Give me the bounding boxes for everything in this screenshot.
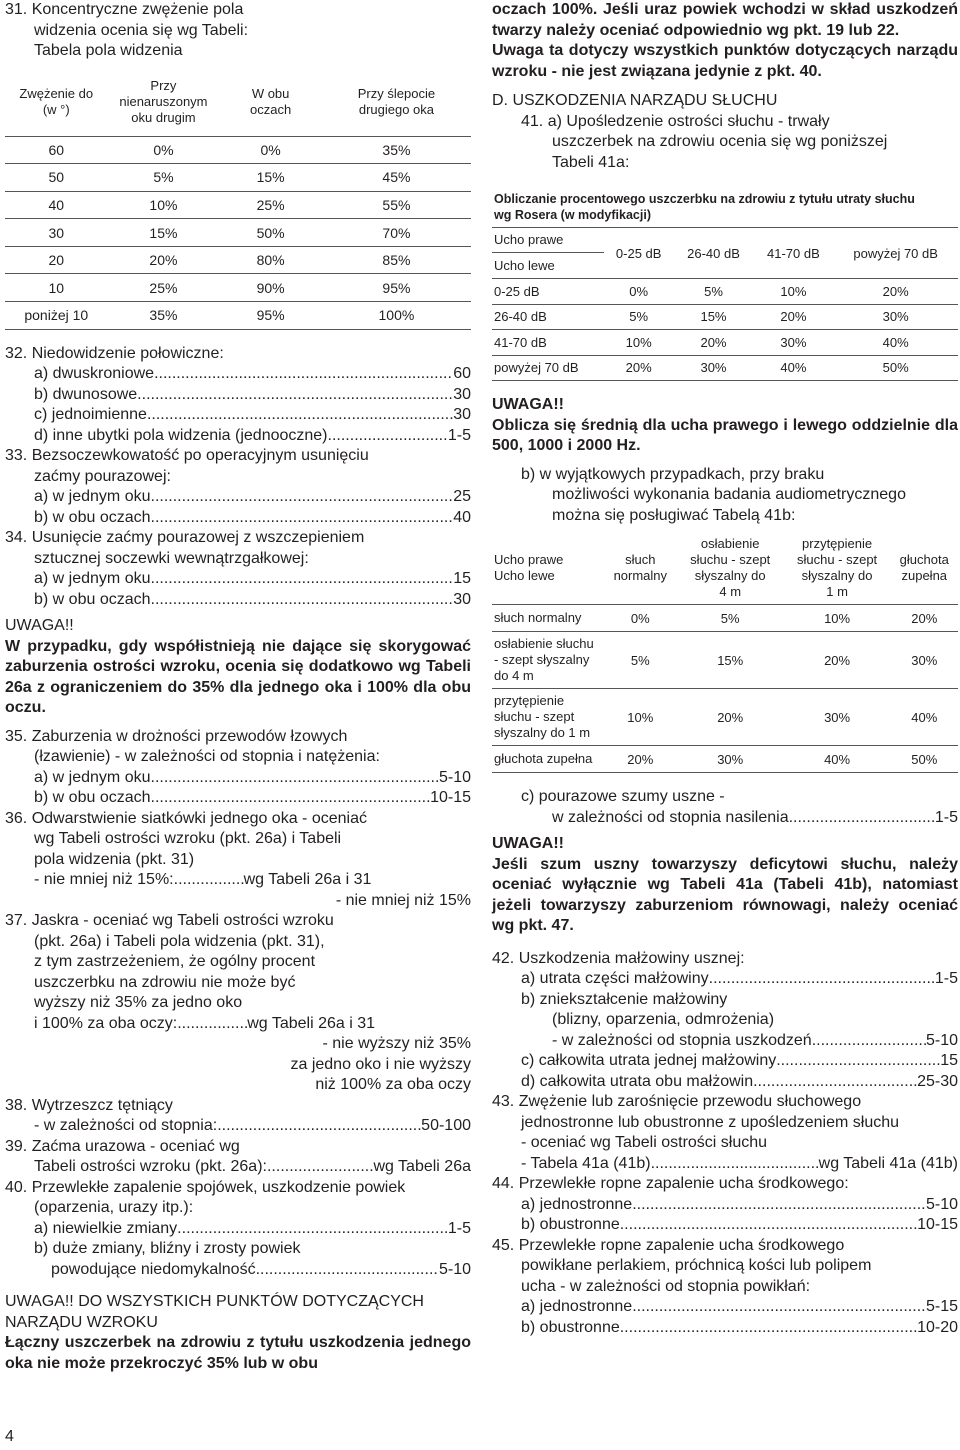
left-column [5, 0, 471, 1374]
table-row: poniżej 10 35% 95% 100% [5, 302, 471, 330]
uwaga-2: UWAGA!! DO WSZYSTKICH PUNKTÓW DOTYCZĄCYCH NARZĄDU WZROKU Łączny uszczerbek na zdrowiu z tytułu uszkodzenia jednego oka nie może przekroczyć 35% lub w obu [5, 1293, 471, 1372]
table-41a: Obliczanie procentowego uszczerbku na zdrowiu z tytułu utraty słuchu wg Rosera (w modyfikacji) Ucho prawe Ucho lewe 0-25 dB 26-40 dB 41-70 dB powyżej 70 dB 0-25 dB 0% 5% 10% 20% 26-40 dB 5% 15% 20% 30% 41-70 dB 10% 20% 30% 40% powyżej 70 dB 20% 30% 40% 50% [492, 187, 958, 381]
table-row: 0-25 dB 0% 5% 10% 20% [492, 279, 958, 305]
uwaga-4: UWAGA!! Jeśli szum uszny towarzyszy deficytowi słuchu, należy oceniać wyłącznie wg Tabeli 41a (Tabeli 41b), natomiast jeżeli towarzyszy zaburzeniom równowagi, należy oceniać wg pkt. 47. [492, 835, 958, 934]
section-d-heading: D. USZKODZENIA NARZĄDU SŁUCHU [492, 92, 778, 109]
item-43: 43. Zwężenie lub zarośnięcie przewodu słuchowego jednostronne lub obustronne z upośledzeniem słuchu - oceniać wg Tabeli ostrości słuchu - Tabela 41a (41b) ..... wg Tabeli 41a (41b) [492, 1092, 958, 1174]
item-36: 36. Odwarstwienie siatkówki jednego oka - oceniać wg Tabeli ostrości wzroku (pkt. 26a) i Tabeli pola widzenia (pkt. 31) - nie mniej niż 15%: ..... wg Tabeli 26a i 31 - nie mniej niż 15% [5, 809, 471, 912]
item-37: 37. Jaskra - oceniać wg Tabeli ostrości wzroku (pkt. 26a) i Tabeli pola widzenia (pkt. 31), z tym zastrzeżeniem, że ogólny procent uszczerbku na zdrowiu nie może być wyższy niż 35% za jedno oko i 100% za oba oczy: ..... wg Tabeli 26a i 31 - nie wyższy niż 35% za jedno oko i nie wyższy niż 100% za oba oczy [5, 911, 471, 1096]
table-row: 26-40 dB 5% 15% 20% 30% [492, 304, 958, 330]
item-38: 38. Wytrzeszcz tętniący - w zależności od stopnia: ..... 50-100 [5, 1096, 471, 1137]
table-row: słuch normalny 0% 5% 10% 20% [492, 605, 958, 632]
table-row: 10 25% 90% 95% [5, 274, 471, 302]
table-row: 40 10% 25% 55% [5, 191, 471, 219]
table-41b: Ucho prawe Ucho lewe słuch normalny osłabienie słuchu - szept słyszalny do 4 m przytępienie słuchu - szept słyszalny do 1 m głuchota zupełna słuch normalny 0% 5% 10% 20% osłabienie słuchu - szept słyszalny do 4 m 5% 15% 20% 30% przytępienie słuchu - szept słyszalny do 1 m 10% 20% 30% 40% głuchota zupełna 20% 30% 40% 50% [492, 532, 958, 773]
item-41a: 41. a) Upośledzenie ostrości słuchu - trwały uszczerbek na zdrowiu ocenia się wg poniższej Tabeli 41a: [521, 112, 888, 171]
uwaga-3: UWAGA!! Oblicza się średnią dla ucha prawego i lewego oddzielnie dla 500, 1000 i 2000 Hz. [492, 396, 958, 454]
table-row: powyżej 70 dB 20% 30% 40% 50% [492, 355, 958, 381]
item-45: 45. Przewlekłe ropne zapalenie ucha środkowego powikłane perlakiem, próchnicą kości lub polipem ucha - w zależności od stopnia powikłań: a) jednostronne ..... 5-15 b) obustronne ..... 10-20 [492, 1236, 958, 1339]
table-row: przytępienie słuchu - szept słyszalny do 1 m 10% 20% 30% 40% [492, 689, 958, 746]
table-row: osłabienie słuchu - szept słyszalny do 4 m 5% 15% 20% 30% [492, 632, 958, 689]
item-44: 44. Przewlekłe ropne zapalenie ucha środkowego: a) jednostronne ..... 5-10 b) obustronne ..... 10-15 [492, 1174, 958, 1236]
table-row: 60 0% 0% 35% [5, 136, 471, 164]
table-row: głuchota zupełna 20% 30% 40% 50% [492, 746, 958, 773]
item-40: 40. Przewlekłe zapalenie spojówek, uszkodzenie powiek (oparzenia, urazy itp.): a) niewielkie zmiany ..... 1-5 b) duże zmiany, bliźny i zrosty powiek powodujące niedomykalność ..... 5-10 [5, 1178, 471, 1281]
item-42: 42. Uszkodzenia małżowiny usznej: a) utrata części małżowiny ..... 1-5 b) zniekształcenie małżowiny (blizny, oparzenia, odmrożenia) - w zależności od stopnia uszkodzeń ..... 5-10 c) całkowita utrata jednej małżowiny ..... 15 d) całkowita utrata obu małżowin ..... 25-30 [492, 949, 958, 1093]
page-number: 4 [5, 1428, 14, 1445]
right-column [492, 0, 958, 1338]
table-row: 20 20% 80% 85% [5, 246, 471, 274]
continuation-text: oczach 100%. Jeśli uraz powiek wchodzi w skład uszkodzeń twarzy należy oceniać odpowiednio wg pkt. 19 lub 22. [492, 1, 958, 39]
table-row: 50 5% 15% 45% [5, 164, 471, 192]
item-31-heading: 31. Koncentryczne zwężenie pola widzenia ocenia się wg Tabeli: Tabela pola widzenia [5, 1, 249, 59]
item-41b: b) w wyjątkowych przypadkach, przy braku możliwości wykonania badania audiometrycznego można się posługiwać Tabelą 41b: [521, 465, 906, 524]
item-33: 33. Bezsoczewkowatość po operacyjnym usunięciu zaćmy pourazowej: a) w jednym oku ..... 25 b) w obu oczach ..... 40 [5, 446, 471, 528]
item-35: 35. Zaburzenia w drożności przewodów łzowych (łzawienie) - w zależności od stopnia i natężenia: a) w jednym oku ..... 5-10 b) w obu oczach ..... 10-15 [5, 727, 471, 809]
uwaga-1: UWAGA!! W przypadku, gdy współistnieją nie dające się skorygować zaburzenia ostrości wzroku, ocenia się dodatkowo wg Tabeli 26a z ograniczeniem do 35% dla jednego oka i 100% dla obu oczu. [5, 617, 471, 717]
item-39: 39. Zaćma urazowa - oceniać wg Tabeli ostrości wzroku (pkt. 26a): ..... wg Tabeli 26a [5, 1137, 471, 1178]
visual-field-table: Zwężenie do (w °) Przy nienaruszonym oku drugim W obu oczach Przy ślepocie drugiego oka 60 0% 0% 35% 50 5% 15% 45% 40 10% 25% 55% 30 15% 50% 70% 20 20% 80% 85% 10 25% 90% 95% poniżej 10 35% 95% 100% [5, 68, 471, 330]
item-34: 34. Usunięcie zaćmy pourazowej z wszczepieniem sztucznej soczewki wewnątrzgałkowej: a) w jednym oku ..... 15 b) w obu oczach ..... 30 [5, 528, 471, 610]
item-41c: c) pourazowe szumy uszne - w zależności od stopnia nasilenia ..... 1-5 [492, 787, 958, 828]
table-row: 41-70 dB 10% 20% 30% 40% [492, 330, 958, 356]
table-row: 30 15% 50% 70% [5, 219, 471, 247]
item-32: 32. Niedowidzenie połowiczne: a) dwuskroniowe ..... 60 b) dwunosowe ..... 30 c) jednoimienne ..... 30 d) inne ubytki pola widzenia (jednooczne) ..... 1-5 [5, 344, 471, 447]
note-text: Uwaga ta dotyczy wszystkich punktów dotyczących narządu wzroku - nie jest związana jedynie z pkt. 40. [492, 42, 958, 80]
